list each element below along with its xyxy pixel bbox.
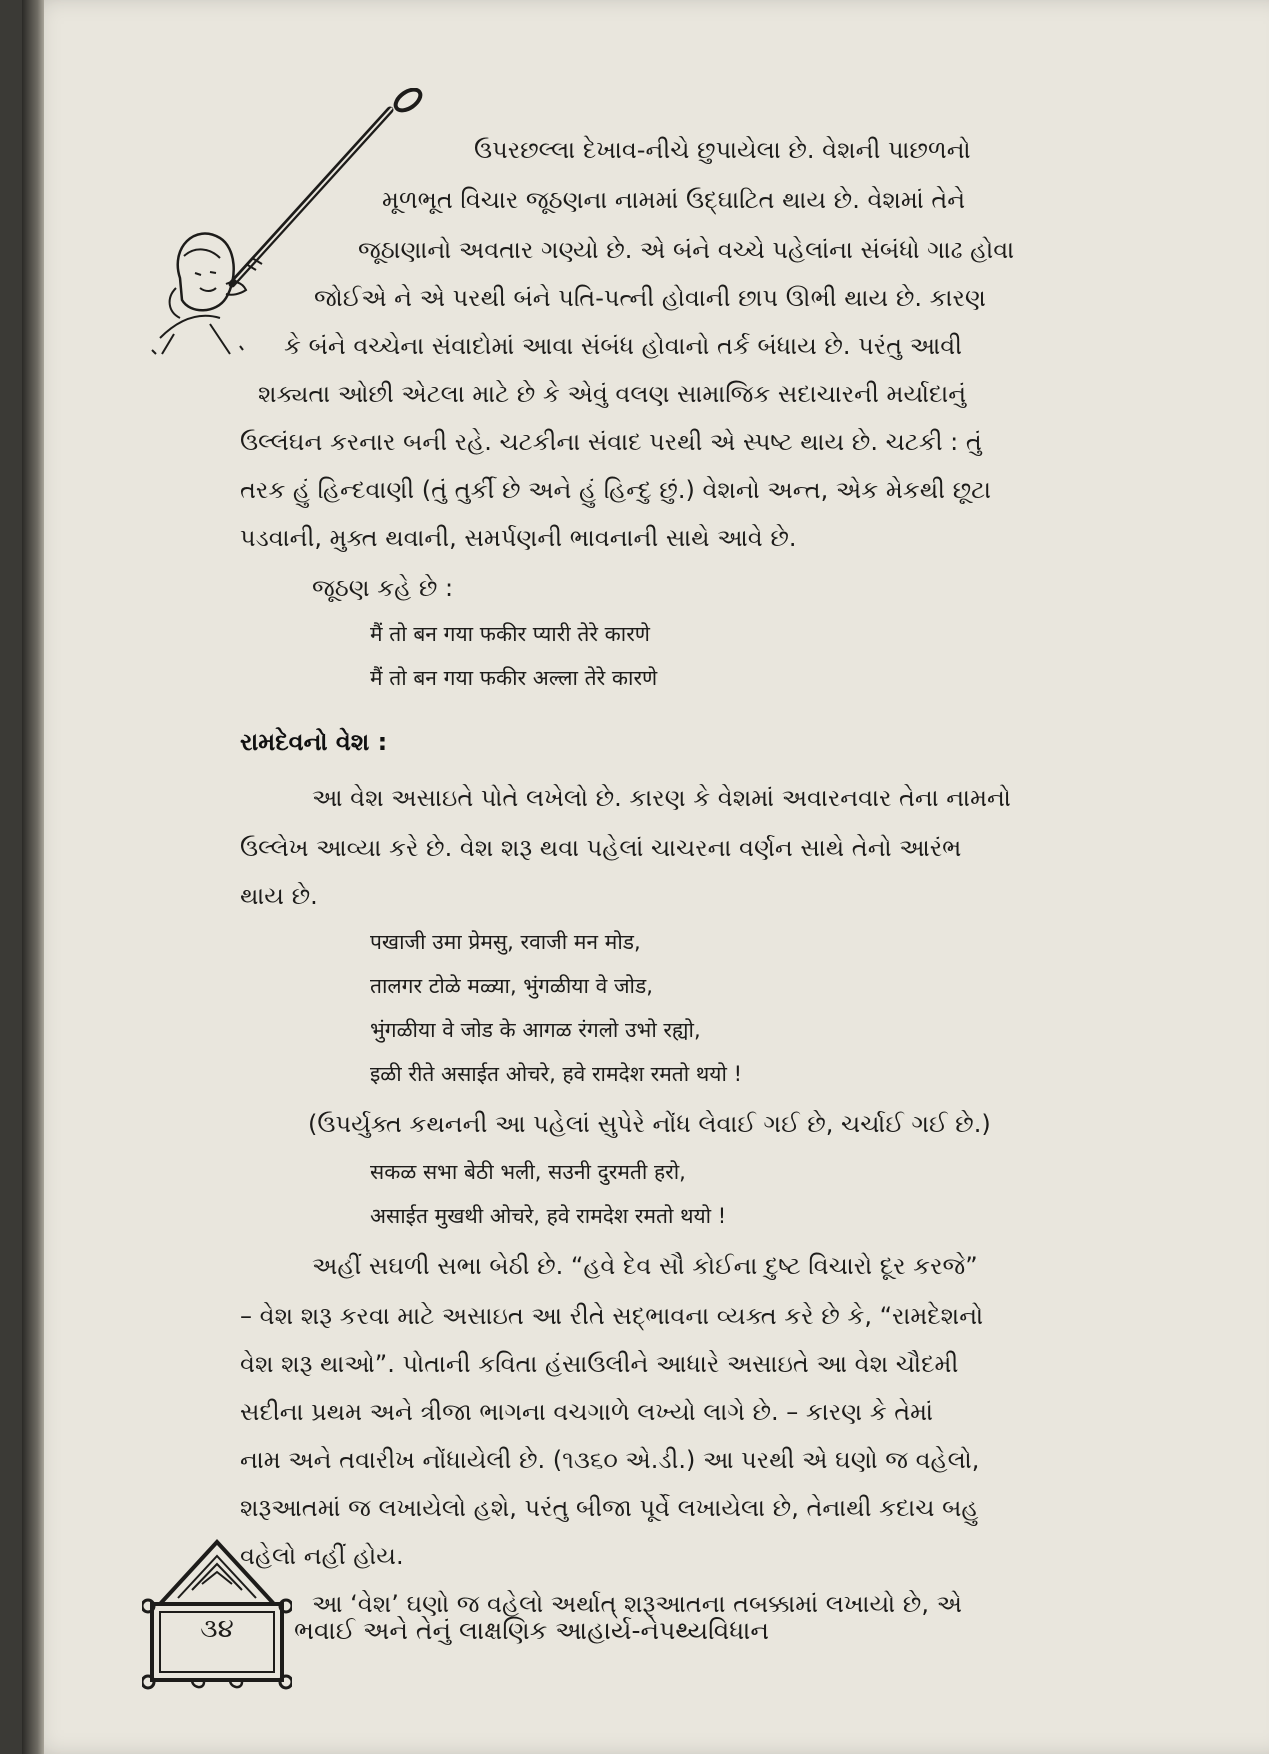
para1-line-8: તરક હું હિન્દવાણી (તું તુર્કી છે અને હું હિન્દુ છું.) વેશનો અન્ત, એક મેકથી છૂટા [240,476,992,504]
verse3-line-2: असाईत मुखथी ओचरे, हवे रामदेश रमतो थयो ! [370,1204,727,1228]
para1-line-1: ઉપરછલ્લા દેખાવ-નીચે છુપાયેલા છે. વેશની પાછળનો [474,136,971,164]
verse3-line-1: सकळ सभा बेठी भली, सउनी दुरमती हरो, [370,1160,686,1184]
verse2-line-1: पखाजी उमा प्रेमसु, रवाजी मन मोड, [370,930,641,954]
para1-line-4: જોઈએ ને એ પરથી બંને પતિ-પત્ની હોવાની છાપ ઊભી થાય છે. કારણ [314,284,986,312]
verse1-line-2: मैं तो बन गया फकीर अल्ला तेरे कारणे [370,666,658,690]
para3-line-1: અહીં સઘળી સભા બેઠી છે. “હવે દેવ સૌ કોઈના દુષ્ટ વિચારો દૂર કરજે” [312,1252,978,1280]
para2-line-2: ઉલ્લેખ આવ્યા કરે છે. વેશ શરૂ થવા પહેલાં ચાચરના વર્ણન સાથે તેનો આરંભ [240,834,962,862]
para1-line-7: ઉલ્લંઘન કરનાર બની રહે. ચટકીના સંવાદ પરથી એ સ્પષ્ટ થાય છે. ચટકી : તું [240,428,982,456]
verse2-line-3: भुंगळीया वे जोड के आगळ रंगलो उभो रह्यो, [370,1018,701,1042]
para1-line-3: જૂઠાણાનો અવતાર ગણ્યો છે. એ બંને વચ્ચે પહેલાંના સંબંધો ગાઢ હોવા [358,236,1015,264]
para2-line-1: આ વેશ અસાઇતે પોતે લખેલો છે. કારણ કે વેશમાં અવારનવાર તેના નામનો [312,784,1011,812]
verse2-line-2: तालगर टोळे मळ्या, भुंगळीया वे जोड, [370,974,653,998]
para2-line-3: થાય છે. [240,882,318,910]
verse1-line-1: मैं तो बन गया फकीर प्यारी तेरे कारणे [370,622,650,646]
para3-line-2: – વેશ શરૂ કરવા માટે અસાઇત આ રીતે સદ્‌ભાવના વ્યક્ત કરે છે કે, “રામદેશનો [240,1302,984,1330]
para1-line-2: મૂળભૂત વિચાર જૂઠણના નામમાં ઉદ્‌ઘાટિત થાય છે. વેશમાં તેને [382,186,966,214]
page-binding-edge [22,0,44,1754]
note-line: (ઉપર્યુક્ત કથનની આ પહેલાં સુપેરે નોંધ લેવાઈ ગઈ છે, ચર્ચાઈ ગઈ છે.) [308,1110,991,1138]
page-number: ૩૪ [200,1614,234,1644]
book-title: ભવાઈ અને તેનું લાક્ષણિક આહાર્ય-નેપથ્યવિધાન [294,1616,770,1645]
para1-line-9: પડવાની, મુક્ત થવાની, સમર્પણની ભાવનાની સાથે આવે છે. [240,524,797,552]
last-line: આ ‘વેશ’ ઘણો જ વહેલો અર્થાત્ શરૂઆતના તબક્કામાં લખાયો છે, એ [312,1590,962,1618]
juthan-says: જૂઠણ કહે છે : [312,574,454,602]
verse2-line-4: इळी रीते असाईत ओचरे, हवे रामदेश रमतो थयो ! [370,1062,743,1086]
para3-line-5: નામ અને તવારીખ નોંધાયેલી છે. (૧૩૬૦ એ.ડી.) આ પરથી એ ઘણો જ વહેલો, [240,1446,980,1474]
para1-line-5: કે બંને વચ્ચેના સંવાદોમાં આવા સંબંધ હોવાનો તર્ક બંધાય છે. પરંતુ આવી [284,332,963,360]
section-heading: રામદેવનો વેશ : [240,728,388,756]
para3-line-3: વેશ શરૂ થાઓ”. પોતાની કવિતા હંસાઉલીને આધારે અસાઇતે આ વેશ ચૌદમી [240,1350,959,1378]
book-page [22,0,1269,1754]
para3-line-6: શરૂઆતમાં જ લખાયેલો હશે, પરંતુ બીજા પૂર્વે લખાયેલા છે, તેનાથી કદાચ બહુ [240,1494,979,1522]
para3-line-4: સદીના પ્રથમ અને ત્રીજા ભાગના વચગાળે લખ્યો લાગે છે. – કારણ કે તેમાં [240,1398,934,1426]
para3-line-7: વહેલો નહીં હોય. [240,1542,404,1570]
para1-line-6: શક્યતા ઓછી એટલા માટે છે કે એવું વલણ સામાજિક સદાચારની મર્યાદાનું [258,380,967,408]
